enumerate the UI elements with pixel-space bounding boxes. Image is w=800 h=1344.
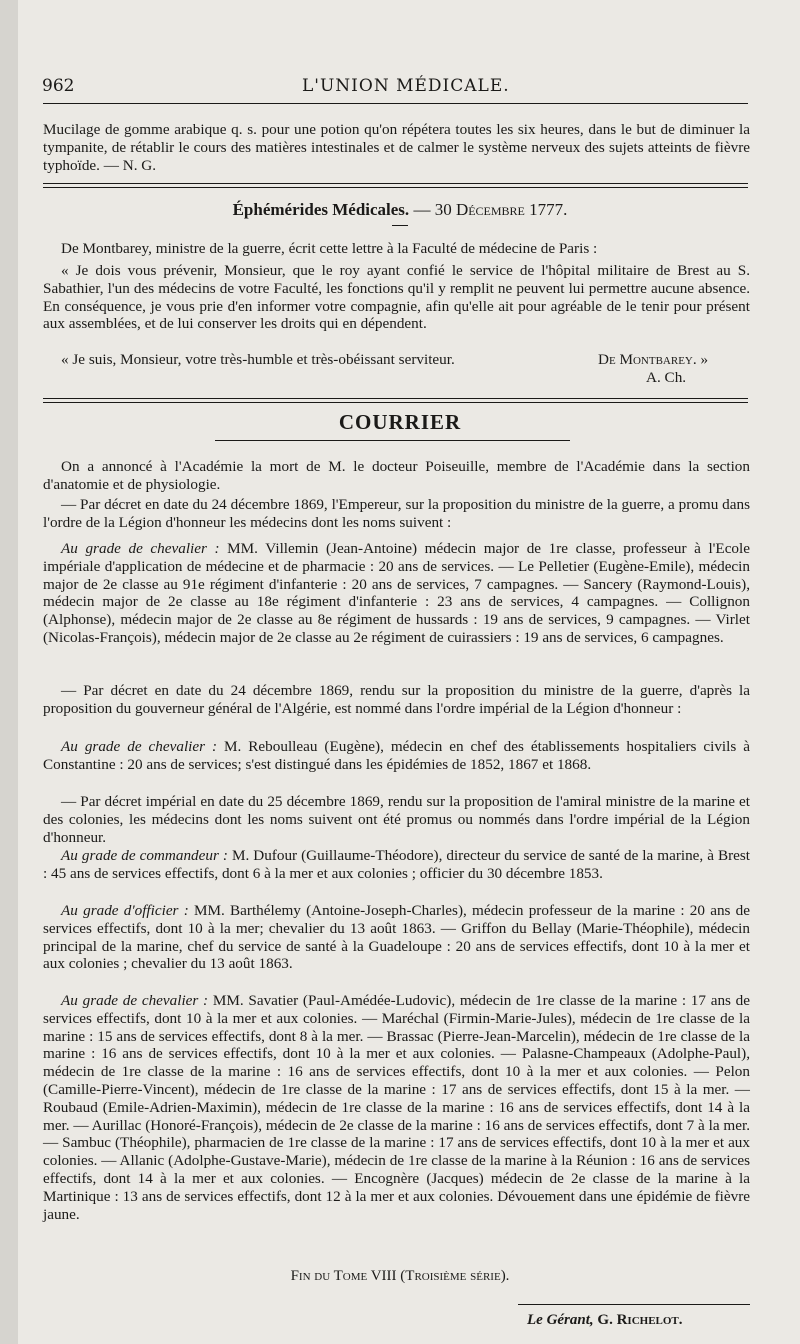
courrier-p2: — Par décret en date du 24 décembre 1869, l'Empereur, sur la proposition du ministre de la guerre, a promu dans l'ordre de la Légion d'honneur les médecins dont les noms suivent : bbox=[43, 496, 750, 531]
courrier-p1: On a annoncé à l'Académie la mort de M. le docteur Poiseuille, membre de l'Académie dans la section d'anatomie et de physiologie. bbox=[43, 458, 750, 493]
page-number: 962 bbox=[42, 76, 75, 96]
header-rule bbox=[43, 103, 748, 104]
courrier-p7 bbox=[43, 847, 750, 883]
footer-rule bbox=[518, 1304, 750, 1305]
end-of-volume-note: Fin du Tome VIII (Troisième série). bbox=[290, 1268, 510, 1284]
ephemerides-signature: De Montbarey. » bbox=[598, 351, 709, 368]
ephemerides-title: Éphémérides Médicales. bbox=[232, 200, 410, 219]
grade-text: MM. Villemin (Jean-Antoine) médecin major de 1re classe, professeur à l'Ecole impériale d'application de médecine et de pharmacie : 20 ans de services. — Le Pelletier (Eugène-Emile), médecin major de 2e classe au 91e régiment d'infanterie : 20 ans de services, 7 campagnes. — Sancery (Raymond-Louis), médecin major de 2e classe au 18e régiment d'infanterie : 23 ans de services, 4 campagnes. — Collignon (Alphonse), médecin major de 2e classe au 8e régiment de hussards : 19 ans de services, 9 campagnes. — Virlet (Nicolas-François), médecin major de 2e classe au 2e régiment de cuirassiers : 19 ans de services, 6 campagnes. bbox=[43, 540, 750, 646]
courrier-p9 bbox=[43, 992, 750, 1223]
gerant-name: G. Richelot. bbox=[597, 1312, 683, 1328]
grade-label: Au grade de chevalier : bbox=[61, 992, 209, 1009]
grade-label: Au grade de chevalier : bbox=[61, 738, 218, 755]
grade-label: Au grade de commandeur : bbox=[61, 847, 228, 864]
courrier-p5 bbox=[43, 738, 750, 774]
grade-text: M. Dufour (Guillaume-Théodore), directeur du service de santé de la marine, à Brest : 45 ans de services effectifs, dont 6 à la mer et aux colonies ; officier du 30 décembre 1853. bbox=[43, 847, 750, 882]
grade-label: Au grade de chevalier : bbox=[61, 540, 220, 557]
journal-title: L'UNION MÉDICALE. bbox=[302, 76, 510, 96]
ephemerides-author: A. Ch. bbox=[646, 369, 687, 386]
double-rule-top-2 bbox=[43, 398, 748, 399]
ephemerides-letter: « Je dois vous prévenir, Monsieur, que le roy ayant confié le service de l'hôpital militaire de Brest au S. Sabathier, l'un des médecins de votre Faculté, les fonctions qu'il y remplit ne peuvent lui permettre aucune absence. En conséquence, je vous prie d'en informer votre compagnie, afin qu'elle ait pour agréable de le tenir pour présent aux assemblées, et de lui conserver les droits qui en dépendent. bbox=[43, 262, 750, 333]
gerant-signature bbox=[527, 1312, 683, 1329]
ephemerides-intro: De Montbarey, ministre de la guerre, écrit cette lettre à la Faculté de médecine de Paris : bbox=[61, 240, 598, 257]
ephemerides-closing: « Je suis, Monsieur, votre très-humble et très-obéissant serviteur. bbox=[61, 351, 455, 368]
grade-label: Au grade d'officier : bbox=[61, 902, 189, 919]
double-rule-bottom bbox=[43, 187, 748, 188]
courrier-underline bbox=[215, 440, 570, 441]
ephemerides-date: — 30 Décembre 1777. bbox=[413, 200, 568, 219]
courrier-p4: — Par décret en date du 24 décembre 1869, rendu sur la proposition du ministre de la guerre, d'après la proposition du gouverneur général de l'Algérie, est nommé dans l'ordre impérial de la Légion d'honneur : bbox=[43, 682, 750, 717]
courrier-p3 bbox=[43, 540, 750, 647]
grade-text: MM. Barthélemy (Antoine-Joseph-Charles), médecin professeur de la marine : 20 ans de services effectifs, dont 10 à la mer; chevalier du 13 août 1863. — Griffon du Bellay (Marie-Théophile), médecin principal de la marine, chef du service de santé à la Guadeloupe : 20 ans de services effectifs, dont 10 à la mer et aux colonies ; chevalier du 13 août 1863. bbox=[43, 902, 751, 973]
grade-text: M. Reboulleau (Eugène), médecin en chef des établissements hospitaliers civils à Constantine : 20 ans de services; s'est distingué dans les épidémies de 1852, 1867 et 1868. bbox=[43, 738, 750, 773]
intro-paragraph: Mucilage de gomme arabique q. s. pour une potion qu'on répétera toutes les six heures, dans le but de diminuer la tympanite, de rétablir le cours des matières intestinales et de calmer le système nerveux des sujets atteints de fièvre typhoïde. — N. G. bbox=[43, 121, 750, 174]
double-rule-top bbox=[43, 183, 748, 184]
courrier-title: COURRIER bbox=[338, 410, 462, 434]
gerant-label: Le Gérant, bbox=[527, 1312, 594, 1328]
grade-text: MM. Savatier (Paul-Amédée-Ludovic), médecin de 1re classe de la marine : 17 ans de services effectifs, dont 10 à la mer et aux colonies. — Maréchal (Firmin-Marie-Jules), médecin de 1re classe de la marine : 15 ans de services effectifs, dont 8 à la mer. — Brassac (Pierre-Jean-Marcelin), médecin de 1re classe de la marine : 16 ans de services effectifs, dont 10 à la mer et aux colonies. — Palasne-Champeaux (Adolphe-Paul), médecin de 1re classe de la marine : 16 ans de services effectifs, dont 10 à la mer et aux colonies. — Pelon (Camille-Pierre-Vincent), médecin de 1re classe de la marine : 17 ans de services effectifs, dont 15 à la mer. — Roubaud (Emile-Adrien-Maximin), médecin de 1re classe de la marine : 16 ans de services effectifs, dont 14 à la mer. — Aurillac (Honoré-François), médecin de 2e classe de la marine : 16 ans de services effectifs, dont 7 à la mer. — Sambuc (Théophile), pharmacien de 1re classe de la marine : 17 ans de services effectifs, dont 10 à la mer et aux colonies. — Allanic (Adolphe-Gustave-Marie), médecin de 1re classe de la marine à la Réunion : 16 ans de services effectifs, dont 14 à la mer et aux colonies. — Encognère (Jacques) médecin de 2e classe de la marine à la Martinique : 13 ans de services effectifs, dont 12 à la mer et aux colonies. Dévouement dans une épidémie de fièvre jaune. bbox=[43, 992, 751, 1223]
courrier-p6: — Par décret impérial en date du 25 décembre 1869, rendu sur la proposition de l'amiral ministre de la marine et des colonies, les médecins dont les noms suivent ont été promus ou nommés dans l'ordre impérial de la Légion d'honneur. bbox=[43, 793, 750, 846]
heading-dash bbox=[392, 225, 408, 226]
double-rule-bottom-2 bbox=[43, 402, 748, 403]
courrier-p8 bbox=[43, 902, 750, 973]
ephemerides-heading bbox=[0, 200, 800, 220]
